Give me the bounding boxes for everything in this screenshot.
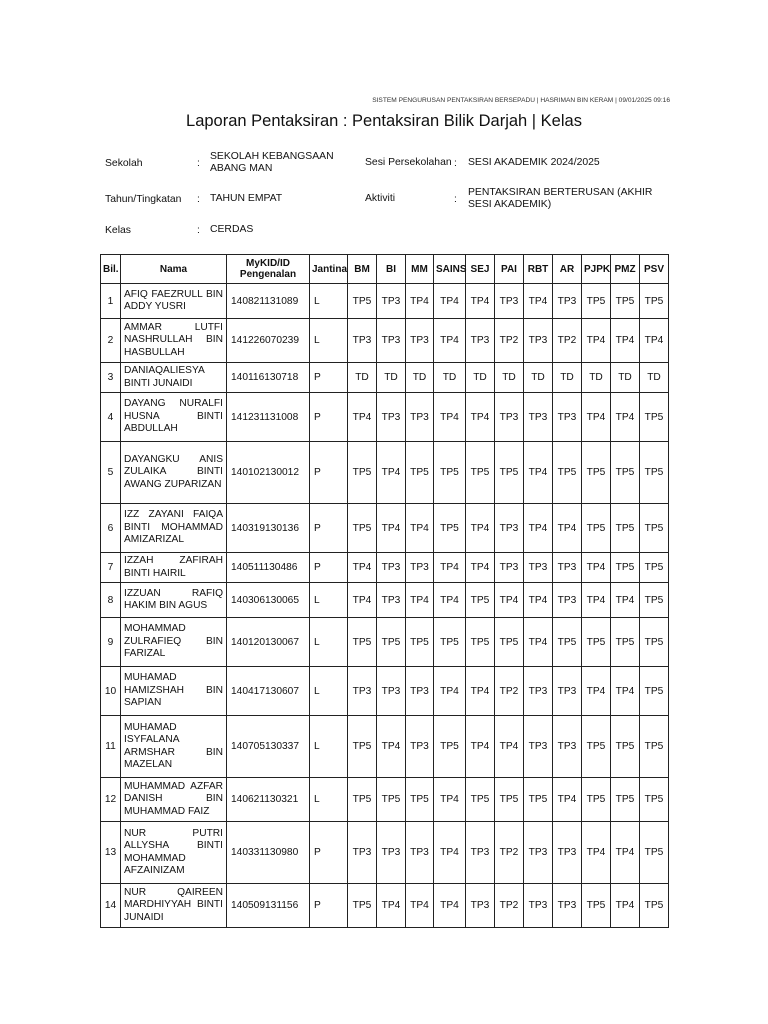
grade-cell: TP4 [434, 393, 466, 442]
grade-cell: TP4 [406, 583, 434, 618]
grade-cell: TP4 [348, 393, 377, 442]
row-number: 4 [101, 393, 121, 442]
grade-cell: TP5 [640, 504, 669, 553]
student-id: 141231131008 [227, 393, 310, 442]
grade-cell: TP3 [553, 667, 582, 716]
table-row [101, 442, 669, 504]
grade-cell: TP3 [348, 822, 377, 884]
grade-cell: TD [466, 363, 495, 393]
student-gender: P [310, 442, 348, 504]
grade-cell: TP5 [611, 284, 640, 319]
grade-cell: TP3 [406, 393, 434, 442]
aktiviti-value: PENTAKSIRAN BERTERUSAN (AKHIR SESI AKADEMIK) [468, 186, 653, 210]
student-id: 140821131089 [227, 284, 310, 319]
grade-cell: TP3 [406, 716, 434, 778]
colon: : [197, 224, 200, 236]
grade-cell: TP3 [377, 583, 406, 618]
grade-cell: TP3 [553, 393, 582, 442]
row-number: 13 [101, 822, 121, 884]
grade-cell: TP4 [611, 319, 640, 363]
col-header-no: Bil. [101, 255, 121, 284]
student-gender: L [310, 618, 348, 667]
grade-cell: TP5 [582, 778, 611, 822]
grade-cell: TP5 [582, 884, 611, 928]
page-title: Laporan Pentaksiran : Pentaksiran Bilik Darjah | Kelas [186, 112, 582, 130]
grade-cell: TP3 [495, 393, 524, 442]
grade-cell: TP5 [611, 618, 640, 667]
info-row-tahun [105, 184, 675, 214]
grade-cell: TP5 [640, 553, 669, 583]
grade-cell: TP5 [640, 822, 669, 884]
grade-cell: TP5 [611, 442, 640, 504]
grade-cell: TP5 [640, 583, 669, 618]
sekolah-label: Sekolah [105, 157, 143, 169]
grade-cell: TP4 [434, 667, 466, 716]
grade-cell: TP5 [406, 442, 434, 504]
grade-cell: TD [377, 363, 406, 393]
grade-cell: TD [434, 363, 466, 393]
student-id: 140511130486 [227, 553, 310, 583]
table-row [101, 553, 669, 583]
grade-cell: TP5 [466, 778, 495, 822]
kelas-label: Kelas [105, 224, 131, 236]
grade-cell: TP3 [524, 822, 553, 884]
kelas-value: CERDAS [210, 223, 254, 235]
student-name: NUR QAIREEN MARDHIYYAH BINTI JUNAIDI [121, 884, 227, 928]
system-header: SISTEM PENGURUSAN PENTAKSIRAN BERSEPADU | HASRIMAN BIN KERAM | 09/01/2025 09:16 [372, 97, 670, 104]
grade-cell: TP2 [495, 822, 524, 884]
grade-cell: TP5 [640, 716, 669, 778]
grade-cell: TP4 [434, 284, 466, 319]
grade-cell: TP3 [524, 667, 553, 716]
row-number: 9 [101, 618, 121, 667]
grade-cell: TP3 [377, 553, 406, 583]
student-name: DAYANG NURALFI HUSNA BINTI ABDULLAH [121, 393, 227, 442]
grade-cell: TP5 [434, 442, 466, 504]
student-name: DANIAQALIESYA BINTI JUNAIDI [121, 363, 227, 393]
table-row [101, 822, 669, 884]
grade-cell: TP5 [524, 778, 553, 822]
row-number: 10 [101, 667, 121, 716]
student-gender: P [310, 553, 348, 583]
grade-cell: TP3 [406, 319, 434, 363]
table-row [101, 884, 669, 928]
grade-cell: TP5 [582, 618, 611, 667]
grade-cell: TP4 [377, 504, 406, 553]
grade-cell: TP3 [553, 822, 582, 884]
grade-cell: TP5 [553, 618, 582, 667]
grade-cell: TP4 [582, 319, 611, 363]
grade-cell: TP4 [611, 667, 640, 716]
student-name: IZZAH ZAFIRAH BINTI HAIRIL [121, 553, 227, 583]
grade-cell: TP5 [377, 778, 406, 822]
student-name: MOHAMMAD ZULRAFIEQ BIN FARIZAL [121, 618, 227, 667]
sesi-value: SESI AKADEMIK 2024/2025 [468, 156, 600, 168]
grade-cell: TP5 [495, 618, 524, 667]
grade-cell: TP4 [377, 442, 406, 504]
grade-cell: TP4 [466, 553, 495, 583]
student-name: NUR PUTRI ALLYSHA BINTI MOHAMMAD AFZAINIZAM [121, 822, 227, 884]
grade-cell: TP3 [377, 393, 406, 442]
grade-cell: TD [553, 363, 582, 393]
grade-cell: TP5 [434, 504, 466, 553]
col-header-subject: BI [377, 255, 406, 284]
col-header-gender: Jantina [310, 255, 348, 284]
grade-cell: TP5 [466, 442, 495, 504]
student-gender: L [310, 284, 348, 319]
grade-cell: TP4 [553, 778, 582, 822]
row-number: 12 [101, 778, 121, 822]
grade-cell: TD [406, 363, 434, 393]
student-id: 140116130718 [227, 363, 310, 393]
grade-cell: TP3 [466, 822, 495, 884]
grade-cell: TP4 [553, 504, 582, 553]
grade-cell: TP5 [406, 778, 434, 822]
grade-cell: TP4 [466, 284, 495, 319]
student-gender: P [310, 393, 348, 442]
grade-cell: TP4 [434, 583, 466, 618]
grade-cell: TD [611, 363, 640, 393]
table-row [101, 716, 669, 778]
grade-cell: TP4 [406, 884, 434, 928]
col-header-subject: SEJ [466, 255, 495, 284]
grade-cell: TP5 [582, 284, 611, 319]
grade-cell: TP5 [640, 884, 669, 928]
col-header-subject: PMZ [611, 255, 640, 284]
col-header-subject: PAI [495, 255, 524, 284]
grade-cell: TP3 [377, 822, 406, 884]
table-row [101, 393, 669, 442]
grade-cell: TP4 [495, 716, 524, 778]
table-row [101, 583, 669, 618]
grade-cell: TP5 [611, 778, 640, 822]
student-id: 140705130337 [227, 716, 310, 778]
student-gender: P [310, 363, 348, 393]
row-number: 2 [101, 319, 121, 363]
grade-cell: TP3 [377, 667, 406, 716]
grade-cell: TP4 [466, 716, 495, 778]
student-id: 140120130067 [227, 618, 310, 667]
grade-cell: TP4 [611, 393, 640, 442]
grade-cell: TP2 [495, 667, 524, 716]
student-name: MUHAMMAD AZFAR DANISH BIN MUHAMMAD FAIZ [121, 778, 227, 822]
student-id: 140417130607 [227, 667, 310, 716]
grade-cell: TP3 [553, 553, 582, 583]
grade-cell: TD [524, 363, 553, 393]
row-number: 11 [101, 716, 121, 778]
grade-cell: TP5 [611, 504, 640, 553]
table-row [101, 363, 669, 393]
grade-cell: TP4 [434, 778, 466, 822]
grade-cell: TP5 [348, 284, 377, 319]
col-header-name: Nama [121, 255, 227, 284]
grade-cell: TP4 [434, 822, 466, 884]
grade-cell: TP4 [434, 319, 466, 363]
student-gender: L [310, 778, 348, 822]
grade-cell: TP5 [348, 884, 377, 928]
grade-cell: TP4 [524, 618, 553, 667]
grade-cell: TP4 [582, 393, 611, 442]
col-header-subject: BM [348, 255, 377, 284]
grade-cell: TP3 [495, 553, 524, 583]
table-row [101, 667, 669, 716]
grade-cell: TP5 [582, 716, 611, 778]
student-name: IZZUAN RAFIQ HAKIM BIN AGUS [121, 583, 227, 618]
table-row [101, 778, 669, 822]
col-header-subject: SAINS [434, 255, 466, 284]
aktiviti-label: Aktiviti [365, 192, 396, 204]
grade-cell: TP4 [466, 393, 495, 442]
grade-cell: TP5 [495, 778, 524, 822]
grade-cell: TP4 [406, 284, 434, 319]
table-row [101, 504, 669, 553]
grade-cell: TP3 [495, 504, 524, 553]
student-id: 140306130065 [227, 583, 310, 618]
grade-cell: TP3 [495, 284, 524, 319]
grade-cell: TP3 [377, 284, 406, 319]
grade-cell: TP2 [495, 319, 524, 363]
grade-cell: TD [582, 363, 611, 393]
grade-cell: TP4 [524, 583, 553, 618]
student-name: IZZ ZAYANI FAIQA BINTI MOHAMMAD AMIZARIZAL [121, 504, 227, 553]
grade-cell: TP3 [524, 319, 553, 363]
info-row-sekolah [105, 148, 675, 178]
row-number: 5 [101, 442, 121, 504]
grade-cell: TP4 [495, 583, 524, 618]
grade-cell: TP2 [553, 319, 582, 363]
grade-cell: TD [348, 363, 377, 393]
grade-cell: TP2 [495, 884, 524, 928]
student-name: AMMAR LUTFI NASHRULLAH BIN HASBULLAH [121, 319, 227, 363]
grade-cell: TP4 [611, 583, 640, 618]
col-header-subject: AR [553, 255, 582, 284]
colon: : [454, 193, 457, 205]
student-id: 141226070239 [227, 319, 310, 363]
grade-cell: TP4 [377, 716, 406, 778]
student-gender: L [310, 319, 348, 363]
grade-cell: TP5 [348, 442, 377, 504]
grade-cell: TP3 [524, 393, 553, 442]
student-id: 140102130012 [227, 442, 310, 504]
grade-cell: TP5 [348, 504, 377, 553]
grade-cell: TP5 [582, 504, 611, 553]
student-gender: P [310, 884, 348, 928]
colon: : [454, 157, 457, 169]
student-gender: P [310, 822, 348, 884]
grade-cell: TP5 [348, 778, 377, 822]
grade-cell: TP4 [348, 553, 377, 583]
grade-cell: TP3 [348, 319, 377, 363]
grade-cell: TP3 [466, 319, 495, 363]
grade-cell: TP5 [466, 583, 495, 618]
grade-cell: TP5 [611, 716, 640, 778]
grade-cell: TP4 [466, 667, 495, 716]
grade-cell: TP5 [406, 618, 434, 667]
grade-cell: TP3 [553, 284, 582, 319]
grade-cell: TP5 [640, 442, 669, 504]
grade-cell: TP4 [434, 884, 466, 928]
col-header-id: MyKID/ID Pengenalan [227, 255, 310, 284]
grade-cell: TP3 [377, 319, 406, 363]
grade-cell: TP4 [524, 442, 553, 504]
grade-cell: TP5 [640, 284, 669, 319]
grade-cell: TP3 [553, 884, 582, 928]
student-gender: P [310, 504, 348, 553]
colon: : [197, 193, 200, 205]
grade-cell: TP5 [377, 618, 406, 667]
grade-cell: TP5 [466, 618, 495, 667]
student-id: 140331130980 [227, 822, 310, 884]
grade-cell: TP5 [495, 442, 524, 504]
row-number: 6 [101, 504, 121, 553]
grade-cell: TP3 [524, 553, 553, 583]
table-row [101, 319, 669, 363]
grade-cell: TP4 [640, 319, 669, 363]
grade-cell: TP4 [582, 553, 611, 583]
grade-cell: TP4 [524, 284, 553, 319]
grade-cell: TP4 [582, 583, 611, 618]
grade-cell: TP4 [466, 504, 495, 553]
col-header-subject: PJPK [582, 255, 611, 284]
grade-cell: TP3 [406, 822, 434, 884]
row-number: 1 [101, 284, 121, 319]
student-gender: L [310, 716, 348, 778]
grade-cell: TP4 [582, 822, 611, 884]
grade-cell: TP5 [348, 716, 377, 778]
grade-cell: TP4 [611, 822, 640, 884]
grade-cell: TP3 [406, 553, 434, 583]
student-name: MUHAMAD HAMIZSHAH BIN SAPIAN [121, 667, 227, 716]
grade-cell: TP5 [348, 618, 377, 667]
sesi-label: Sesi Persekolahan [365, 156, 452, 168]
colon: : [197, 157, 200, 169]
grade-cell: TP4 [582, 667, 611, 716]
grade-cell: TP5 [640, 778, 669, 822]
student-gender: L [310, 667, 348, 716]
student-id: 140319130136 [227, 504, 310, 553]
table-header-row [101, 255, 669, 284]
col-header-subject: MM [406, 255, 434, 284]
grade-cell: TP4 [611, 884, 640, 928]
grade-cell: TP3 [406, 667, 434, 716]
student-id: 140621130321 [227, 778, 310, 822]
grade-cell: TP5 [582, 442, 611, 504]
row-number: 8 [101, 583, 121, 618]
row-number: 14 [101, 884, 121, 928]
tahun-value: TAHUN EMPAT [210, 192, 283, 204]
student-id: 140509131156 [227, 884, 310, 928]
table-row [101, 618, 669, 667]
grade-cell: TP3 [553, 583, 582, 618]
tahun-label: Tahun/Tingkatan [105, 193, 182, 205]
table-row [101, 284, 669, 319]
grade-cell: TP3 [466, 884, 495, 928]
grades-table [100, 254, 669, 928]
grade-cell: TP3 [553, 716, 582, 778]
grade-cell: TP5 [611, 553, 640, 583]
info-row-kelas [105, 215, 675, 245]
grade-cell: TP5 [640, 393, 669, 442]
sekolah-value: SEKOLAH KEBANGSAAN ABANG MAN [210, 150, 334, 174]
row-number: 3 [101, 363, 121, 393]
col-header-subject: RBT [524, 255, 553, 284]
grade-cell: TP5 [640, 667, 669, 716]
grade-cell: TD [640, 363, 669, 393]
col-header-subject: PSV [640, 255, 669, 284]
grade-cell: TP3 [524, 716, 553, 778]
grade-cell: TP3 [348, 667, 377, 716]
grade-cell: TP4 [406, 504, 434, 553]
student-name: MUHAMAD ISYFALANA ARMSHAR BIN MAZELAN [121, 716, 227, 778]
grade-cell: TP4 [377, 884, 406, 928]
grade-cell: TP5 [434, 716, 466, 778]
row-number: 7 [101, 553, 121, 583]
student-name: DAYANGKU ANIS ZULAIKA BINTI AWANG ZUPARIZAN [121, 442, 227, 504]
grade-cell: TP5 [640, 618, 669, 667]
grade-cell: TP4 [348, 583, 377, 618]
grade-cell: TP5 [553, 442, 582, 504]
grade-cell: TP4 [434, 553, 466, 583]
grade-cell: TP3 [524, 884, 553, 928]
student-gender: L [310, 583, 348, 618]
student-name: AFIQ FAEZRULL BIN ADDY YUSRI [121, 284, 227, 319]
grade-cell: TP4 [524, 504, 553, 553]
grade-cell: TP5 [434, 618, 466, 667]
grade-cell: TD [495, 363, 524, 393]
